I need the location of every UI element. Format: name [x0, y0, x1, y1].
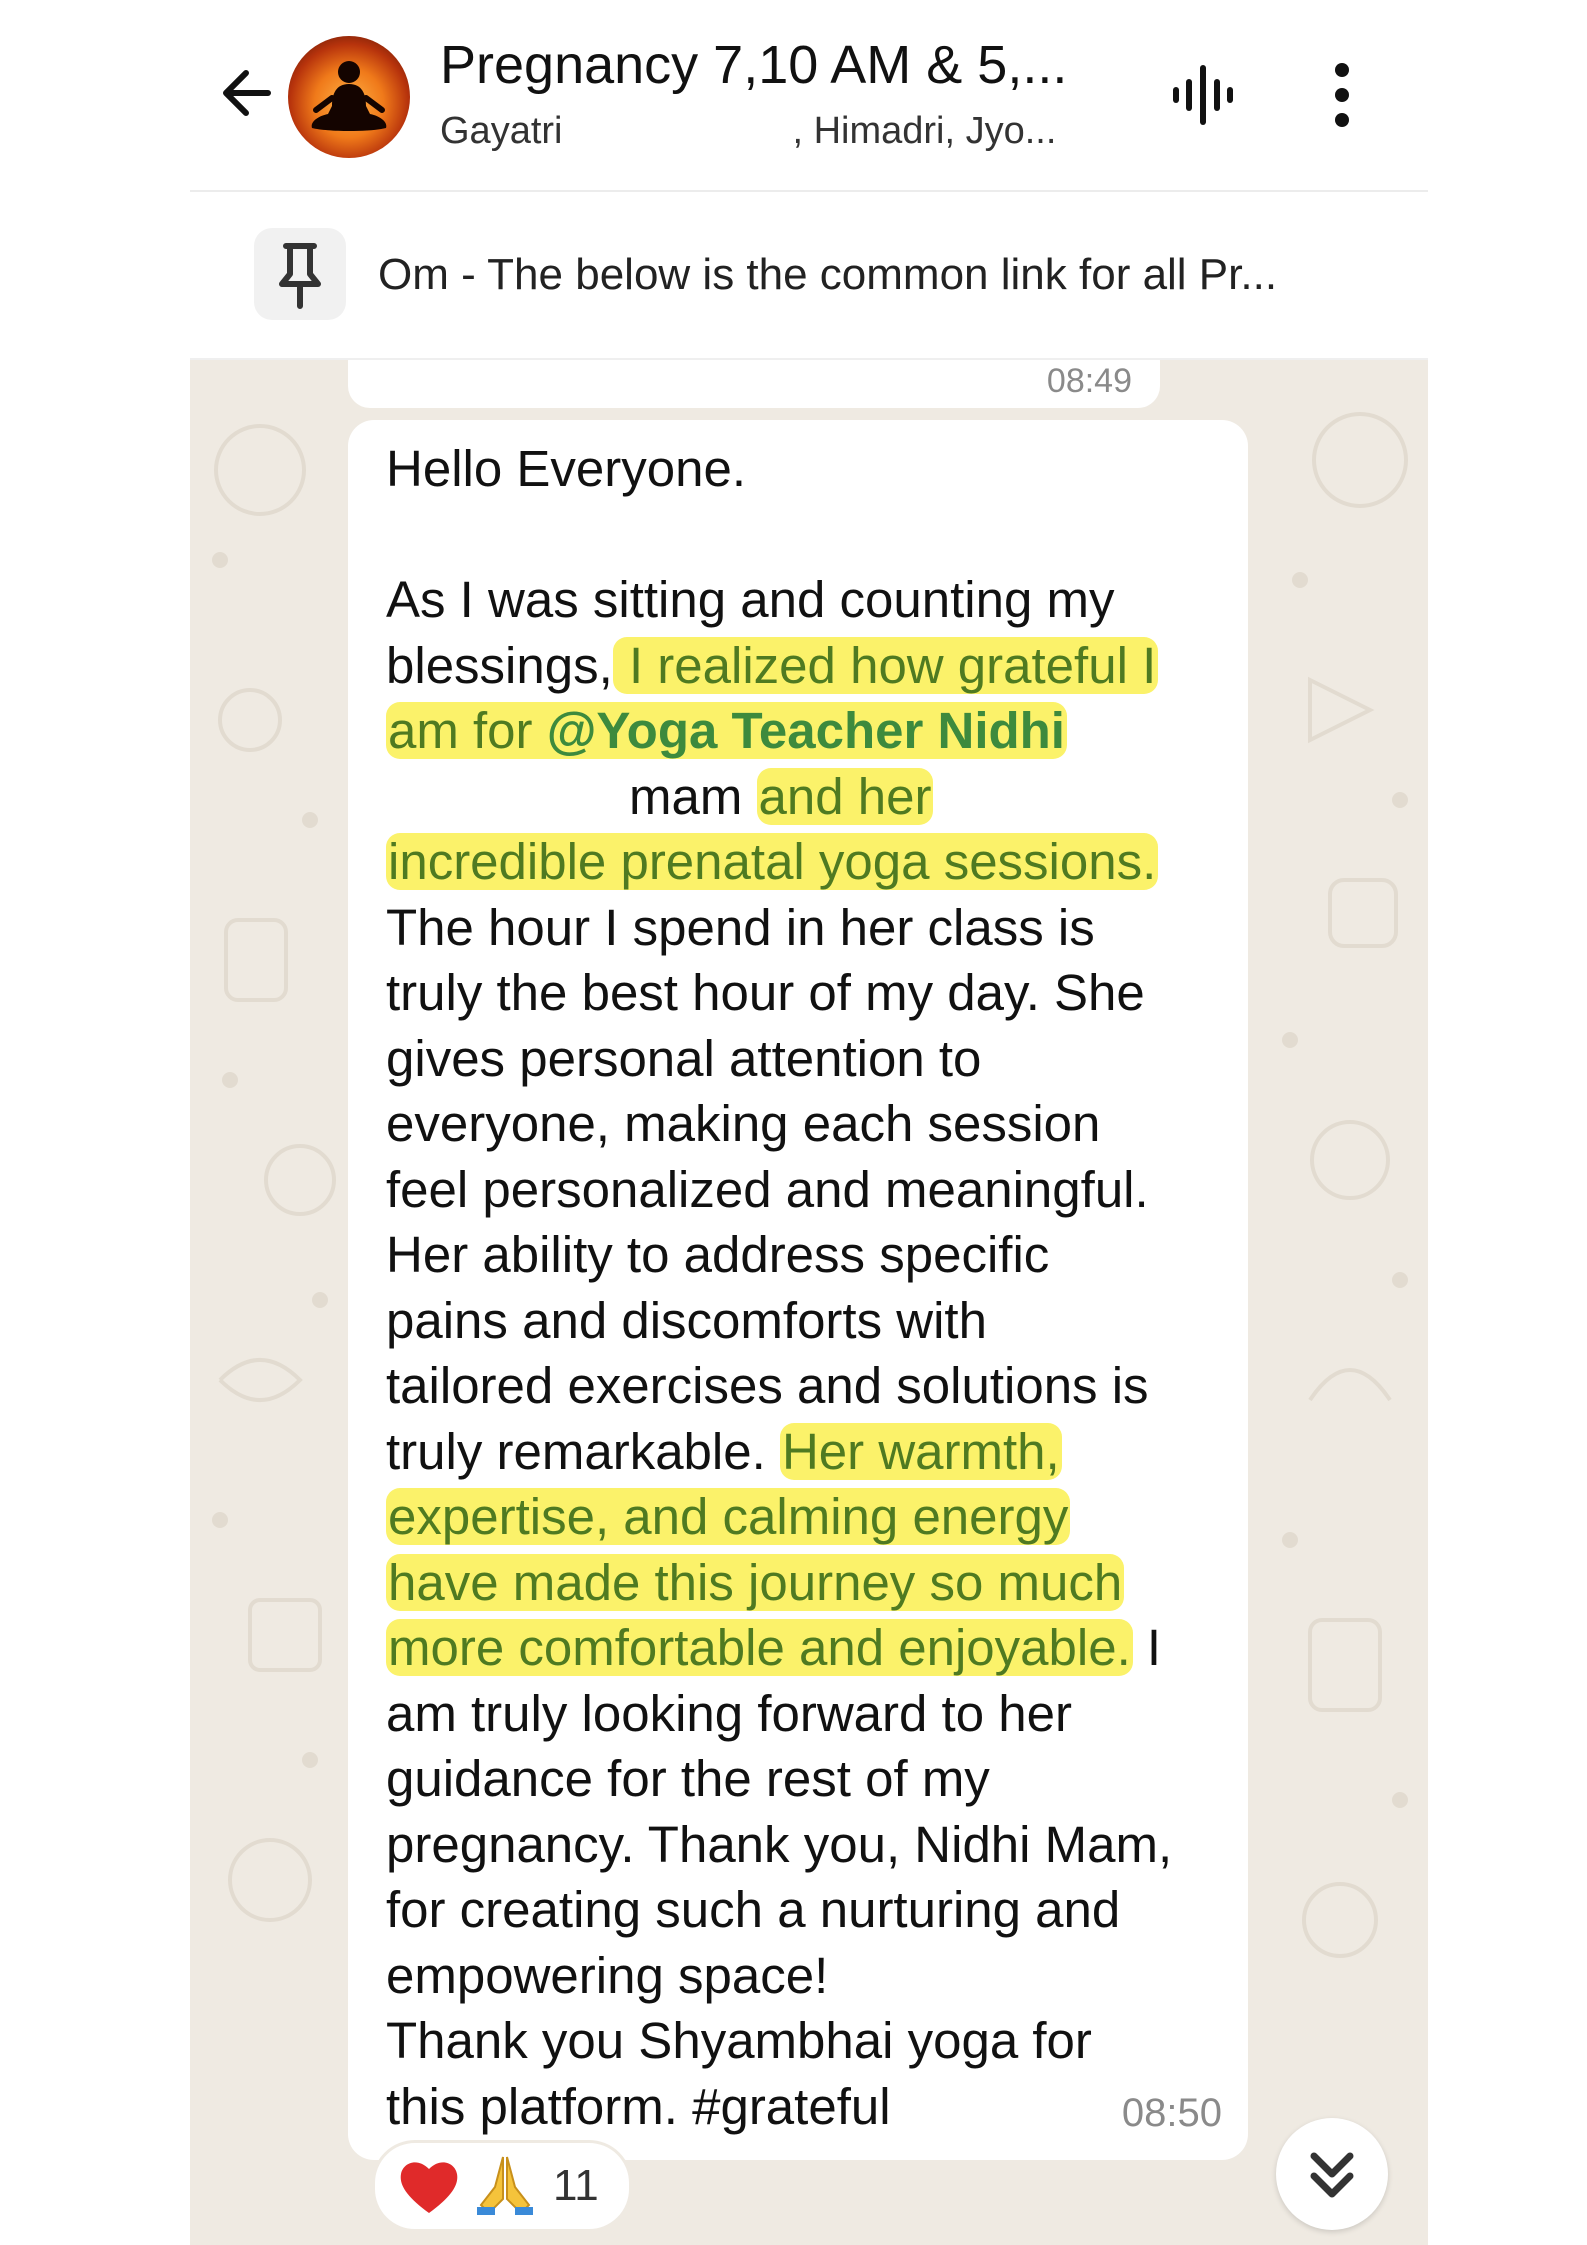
message-line: this platform. #grateful [386, 2077, 891, 2135]
message-line: Thank you Shyambhai yoga for [386, 2012, 1092, 2069]
message-line: for creating such a nurturing and [386, 1881, 1121, 1938]
scroll-to-bottom-button[interactable] [1276, 2118, 1388, 2230]
message-line-highlighted: more comfortable and enjoyable. I [388, 1619, 1162, 1676]
back-arrow-icon[interactable] [212, 58, 282, 128]
meditation-icon [288, 36, 410, 158]
folded-hands-reaction-icon [475, 2153, 535, 2217]
message-line: empowering space! [386, 1946, 829, 2004]
message-line: pains and discomforts with [386, 1291, 987, 1349]
message-line-highlighted: truly remarkable. Her warmth, [386, 1422, 1060, 1480]
previous-message-time: 08:49 [1046, 362, 1132, 400]
message-line: gives personal attention to [386, 1029, 982, 1087]
member-first: Gayatri [440, 110, 563, 152]
message-line-highlighted: expertise, and calming energy [388, 1488, 1069, 1545]
double-chevron-down-icon [1276, 2118, 1388, 2230]
chat-area [190, 360, 1428, 2245]
message-line: Hello Everyone. [386, 440, 747, 497]
message-line: The hour I spend in her class is [386, 898, 1095, 956]
message-line: feel personalized and meaningful. [386, 1160, 1149, 1218]
group-title[interactable]: Pregnancy 7,10 AM & 5,... [440, 35, 1068, 95]
reactions-pill[interactable] [372, 2140, 632, 2232]
heart-reaction-icon [397, 2157, 461, 2217]
message-bubble[interactable] [348, 420, 1248, 2160]
message-line: guidance for the rest of my [386, 1750, 990, 1807]
pin-icon [254, 228, 346, 320]
message-time: 08:50 [1121, 2091, 1222, 2135]
voice-chat-icon[interactable] [1170, 62, 1236, 128]
message-line-highlighted: have made this journey so much [388, 1553, 1123, 1611]
message-line: Her ability to address specific [386, 1226, 1050, 1283]
message-text [386, 436, 1236, 2139]
message-line-mention: am for @Yoga Teacher Nidhi [388, 702, 1065, 759]
message-line: everyone, making each session [386, 1095, 1101, 1152]
message-line: truly the best hour of my day. She [386, 964, 1145, 1021]
message-line [386, 502, 1236, 568]
message-line-highlighted: incredible prenatal yoga sessions. [388, 833, 1157, 890]
member-rest: , Himadri, Jyo... [792, 110, 1057, 152]
phone-screen [190, 0, 1428, 2245]
group-avatar[interactable] [288, 36, 410, 158]
chat-header [190, 0, 1428, 192]
message-line: am truly looking forward to her [386, 1684, 1072, 1742]
previous-message-bubble[interactable] [348, 360, 1160, 408]
message-line: tailored exercises and solutions is [386, 1357, 1149, 1414]
message-line: pregnancy. Thank you, Nidhi Mam, [386, 1815, 1173, 1873]
message-line-highlighted: blessings, I realized how grateful I [386, 636, 1157, 694]
message-line: As I was sitting and counting my [386, 571, 1115, 628]
pin-icon-container [254, 228, 346, 320]
pinned-message-text: Om - The below is the common link for all Pr... [378, 250, 1278, 299]
group-members[interactable] [440, 110, 1140, 153]
message-line-highlighted: mam and her [629, 767, 932, 825]
pinned-message-bar[interactable] [190, 192, 1428, 360]
more-options-icon[interactable] [1330, 62, 1354, 128]
reaction-count: 11 [553, 2161, 599, 2210]
